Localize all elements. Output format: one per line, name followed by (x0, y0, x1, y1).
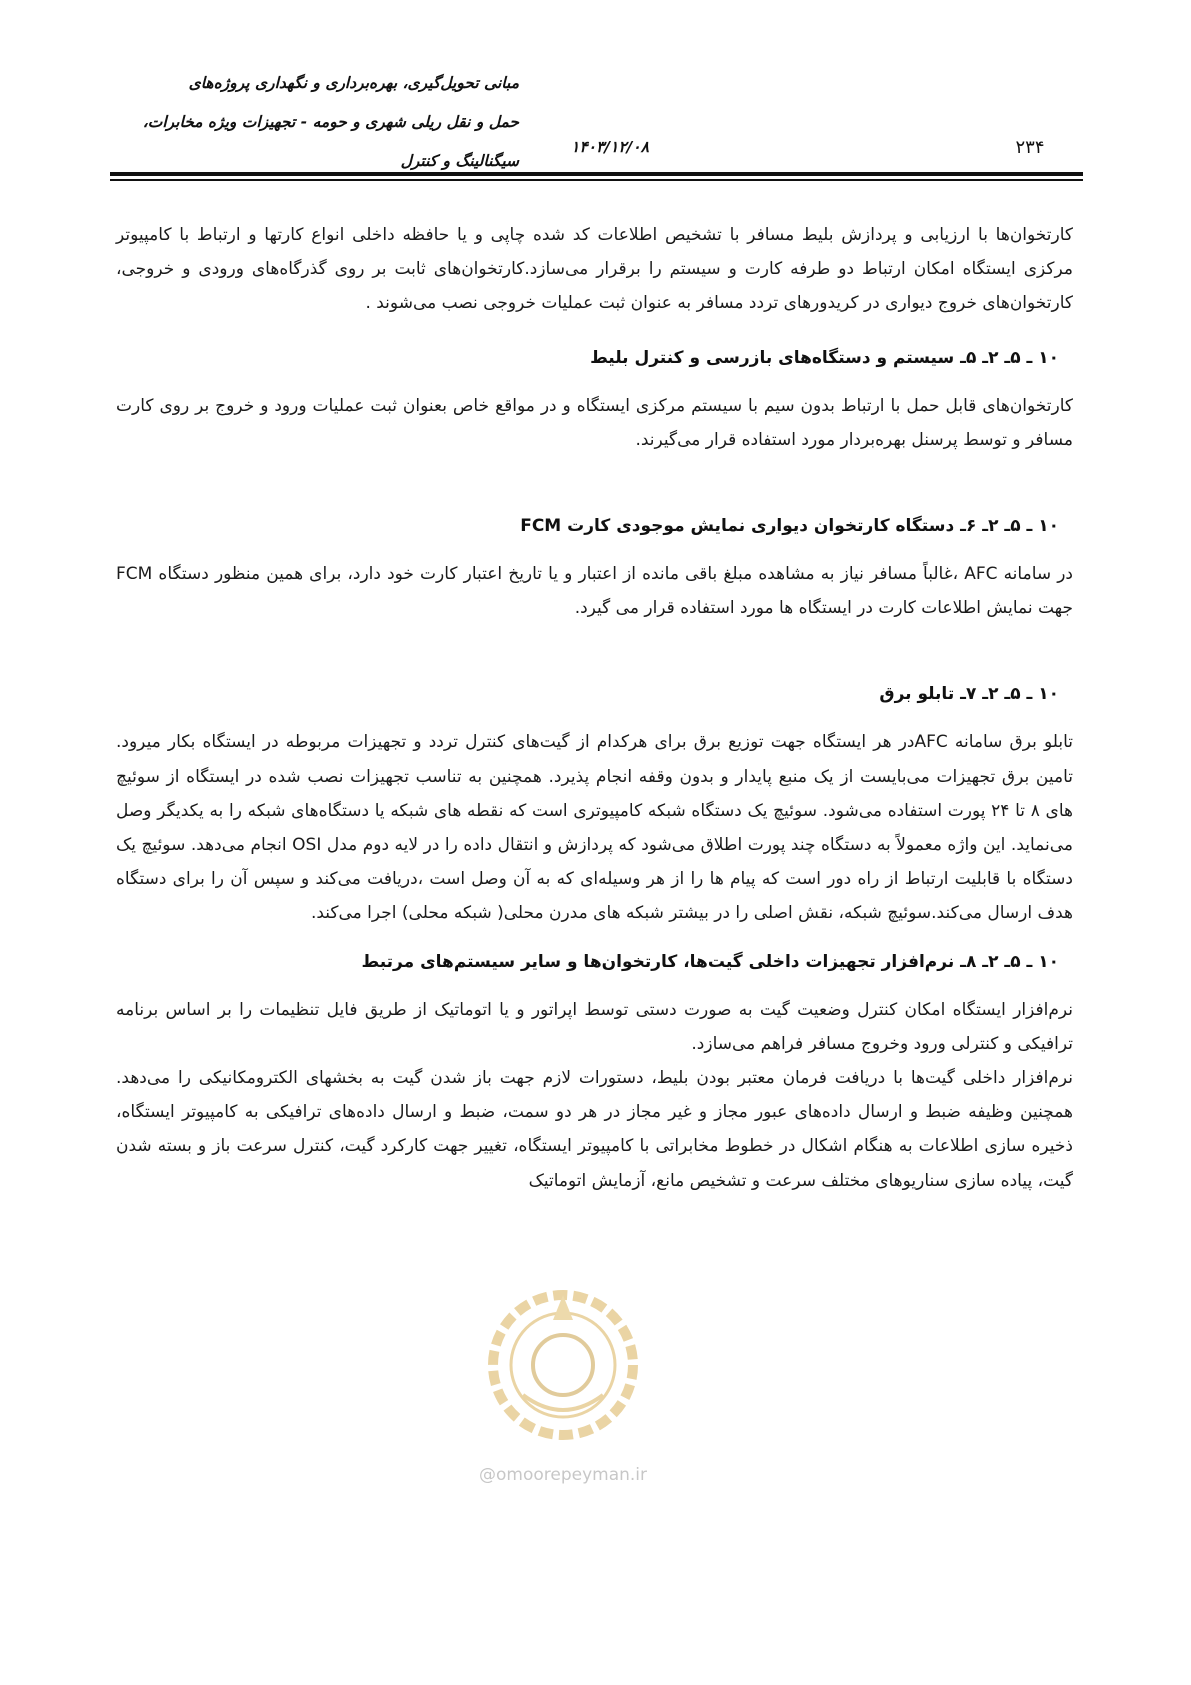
section-paragraph-6: در سامانه AFC ،غالباً مسافر نیاز به مشاهده مبلغ باقی مانده از اعتبار و یا تاریخ اعتبار کارت خود دارد، برای همین منظور دستگاه FCM جهت نمایش اطلاعات کارت در ایستگاه ها مورد استفاده قرار می گیرد. (116, 564, 1073, 619)
watermark-text: @omoorepeyman.ir (478, 1465, 648, 1485)
spacer (116, 931, 1073, 945)
section-paragraph-5: کارتخوان‌های قابل حمل با ارتباط بدون سیم با سیستم مرکزی ایستگاه و در مواقع خاص بعنوان ثبت عملیات ورود و خروج بر روی کارت مسافر و توسط پرسنل بهره‌بردار مورد استفاده قرار می‌گیرند. (116, 395, 1073, 450)
header-title-line-3: سیگنالینگ و کنترل (400, 152, 519, 170)
spacer (116, 625, 1073, 677)
header-title (99, 64, 519, 181)
spacer (116, 321, 1073, 341)
spacer (116, 979, 1073, 993)
spacer (116, 457, 1073, 509)
spacer (116, 711, 1073, 725)
body-content (116, 218, 1073, 1198)
header-title-line-2: حمل و نقل ریلی شهری و حومه - تجهیزات ویژه مخابرات، (142, 113, 519, 131)
section-paragraph-7: تابلو برق سامانه AFCدر هر ایستگاه جهت توزیع برق برای هرکدام از گیت‌های کنترل تردد و تجهیزات مربوطه در ایستگاه بکار میرود. تامین برق تجهیزات می‌بایست از یک منبع پایدار و بدون وقفه انجام پذیرد. همچنین به تناسب تجهیزات نصب شده در ایستگاه از سوئیچ های ۸ تا ۲۴ پورت استفاده می‌شود. سوئیچ یک دستگاه شبکه کامپیوتری است که نقطه های شبکه یا دستگاه‌های شبکه را به یکدیگر وصل می‌نماید. این واژه معمولاً به دستگاه چند پورت اطلاق می‌شود که پردازش و انتقال داده را در لایه دوم مدل OSI انجام می‌دهد. سوئیچ یک دستگاه با قابلیت ارتباط از راه دور است که پیام ها را از هر وسیله‌ای که به آن وصل است ،دریافت می‌کند و سپس آن را برای دستگاه هدف ارسال می‌کند.سوئیچ شبکه، نقش اصلی را در بیشتر شبکه های مدرن محلی( شبکه محلی) اجرا می‌کند. (116, 732, 1074, 924)
section-heading-6: ۱۰ ـ ۵ـ ۲ـ ۶ـ دستگاه کارتخوان دیواری نمایش موجودی کارت FCM (520, 516, 1059, 537)
spacer (116, 543, 1073, 557)
header-date: ۱۴۰۳/۱۲/۰۸ (571, 138, 649, 156)
page-number: ۲۳۴ (1015, 137, 1045, 158)
header-rule-thin (110, 179, 1083, 181)
section-paragraph-8a: نرم‌افزار ایستگاه امکان کنترل وضعیت گیت به صورت دستی توسط اپراتور و یا اتوماتیک از طریق فایل تنظیمات را بر اساس برنامه ترافیکی و کنترلی ورود وخروج مسافر فراهم می‌سازد. (116, 999, 1073, 1054)
section-heading-5: ۱۰ ـ ۵ـ ۲ـ ۵ـ سیستم و دستگاه‌های بازرسی و کنترل بلیط (590, 347, 1059, 368)
section-heading-8: ۱۰ ـ ۵ـ ۲ـ ۸ـ نرم‌افزار تجهیزات داخلی گیت‌ها، کارتخوان‌ها و سایر سیستم‌های مرتبط (361, 951, 1059, 972)
section-heading-7: ۱۰ ـ ۵ـ ۲ـ ۷ـ تابلو برق (879, 684, 1059, 705)
spacer (116, 375, 1073, 389)
seal-icon (463, 1265, 663, 1465)
watermark-seal (463, 1265, 663, 1495)
intro-paragraph: کارتخوان‌ها با ارزیابی و پردازش بلیط مسافر با تشخیص اطلاعات کد شده چاپی و یا حافظه داخلی انواع کارتها و ارتباط با کامپیوتر مرکزی ایستگاه امکان ارتباط دو طرفه کارت و سیستم را برقرار می‌سازد.کارتخوان‌های ثابت بر روی گذرگاه‌های ورودی و خروجی، کارتخوان‌های خروج دیواری در کریدورهای تردد مسافر به عنوان ثبت عملیات خروجی نصب می‌شوند . (116, 225, 1073, 314)
header-title-line-1: مبانی تحویل‌گیری، بهره‌برداری و نگهداری پروژه‌های (188, 74, 519, 92)
section-paragraph-8b: نرم‌افزار داخلی گیت‌ها با دریافت فرمان معتبر بودن بلیط، دستورات لازم جهت باز شدن گیت به بخشهای الکترومکانیکی را می‌دهد. همچنین وظیفه ضبط و ارسال داده‌های عبور مجاز و غیر مجاز در هر دو سمت، ضبط و ارسال داده‌های ترافیکی به کامپیوتر ایستگاه، ذخیره سازی اطلاعات به هنگام اشکال در خطوط مخابراتی با کامپیوتر ایستگاه، تغییر جهت کارکرد گیت، کنترل سرعت باز و بسته شدن گیت، پیاده سازی سناریوهای مختلف سرعت و تشخیص مانع، آزمایش اتوماتیک (116, 1068, 1073, 1191)
header-rule-thick (110, 172, 1083, 176)
